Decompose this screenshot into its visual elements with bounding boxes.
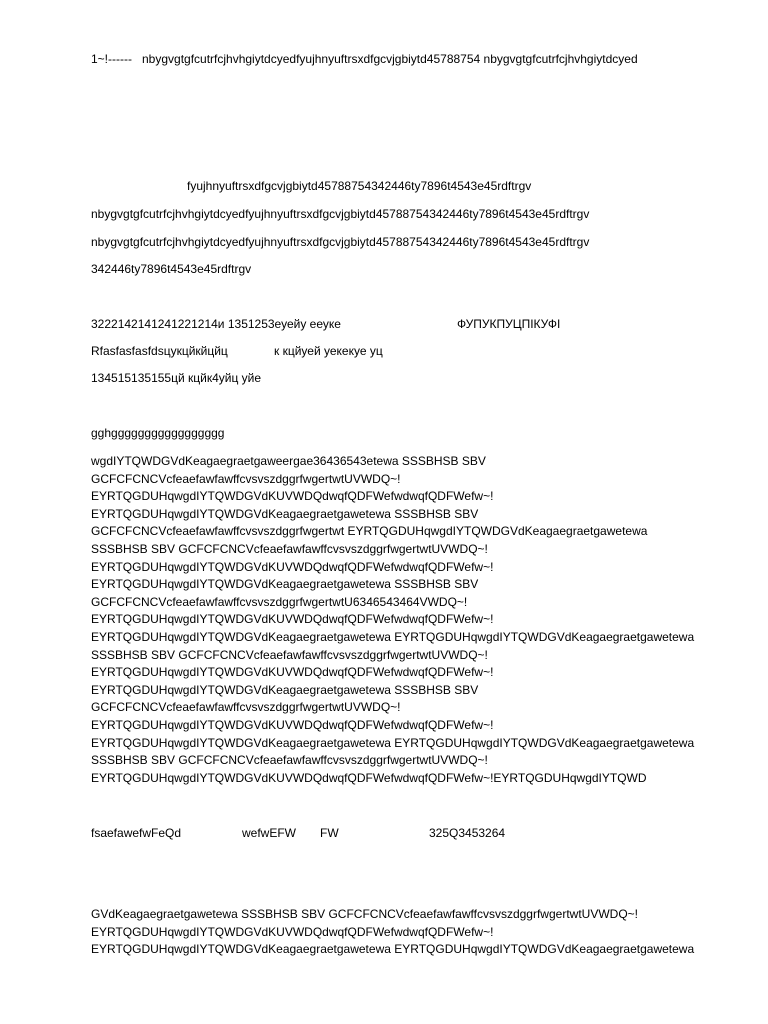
document-row-6-right: ФУПУКПУЦПІКУФІ xyxy=(457,317,561,331)
document-line-4: nbygvgtgfcutrfcjhvhgiytdcyedfyujhnyuftrsxdfgcvjgbiytd45788754342446ty7896t4543e45rdftrgv xyxy=(91,235,590,249)
paragraph-line: EYRTQGDUHqwgdIYTQWDGVdKeagaegraetgawetewa SSSBHSB SBV xyxy=(91,506,479,521)
paragraph-line: GCFCFCNCVcfeaefawfawffcvsvszdggrfwgertwtUVWDQ~! xyxy=(91,700,401,715)
paragraph-line: SSSBHSB SBV GCFCFCNCVcfeaefawfawffcvsvszdggrfwgertwtUVWDQ~! xyxy=(91,753,488,768)
document-line-8: 134515135155цй кцйк4уйц уйе xyxy=(91,371,262,385)
document-row-7-right: к кцйуей уекекуе уц xyxy=(274,344,383,358)
paragraph-line: GCFCFCNCVcfeaefawfawffcvsvszdggrfwgertwtUVWDQ~! xyxy=(91,471,401,486)
document-line-1: 1~!------ nbygvgtgfcutrfcjhvhgiytdcyedfyujhnyuftrsxdfgcvjgbiytd45788754 nbygvgtgfcutrfcjhvhgiytdcyed xyxy=(91,52,638,66)
paragraph-line: EYRTQGDUHqwgdIYTQWDGVdKeagaegraetgawetewa EYRTQGDUHqwgdIYTQWDGVdKeagaegraetgawetewa xyxy=(91,629,695,644)
paragraph-line: EYRTQGDUHqwgdIYTQWDGVdKUVWDQdwqfQDFWefwdwqfQDFWefw~! xyxy=(91,717,494,732)
paragraph-line: EYRTQGDUHqwgdIYTQWDGVdKUVWDQdwqfQDFWefwdwqfQDFWefw~! xyxy=(91,924,494,939)
document-row-7-left: Rfasfasfasfdsцукцйкйцйц xyxy=(91,344,228,358)
document-line-2: fyujhnyuftrsxdfgcvjgbiytd45788754342446ty7896t4543e45rdftrgv xyxy=(187,179,532,193)
document-row-10-col-3: FW xyxy=(320,826,339,840)
document-row-10-col-1: fsaefawefwFeQd xyxy=(91,826,182,840)
paragraph-line: EYRTQGDUHqwgdIYTQWDGVdKeagaegraetgawetewa EYRTQGDUHqwgdIYTQWDGVdKeagaegraetgawetewa xyxy=(91,942,695,957)
document-line-9: gghggggggggggggggggg xyxy=(91,426,225,440)
document-line-3: nbygvgtgfcutrfcjhvhgiytdcyedfyujhnyuftrsxdfgcvjgbiytd45788754342446ty7896t4543e45rdftrgv xyxy=(91,207,590,221)
paragraph-line: EYRTQGDUHqwgdIYTQWDGVdKeagaegraetgawetewa SSSBHSB SBV xyxy=(91,577,479,592)
paragraph-line: EYRTQGDUHqwgdIYTQWDGVdKeagaegraetgawetewa EYRTQGDUHqwgdIYTQWDGVdKeagaegraetgawetewa xyxy=(91,735,695,750)
paragraph-line: GVdKeagaegraetgawetewa SSSBHSB SBV GCFCFCNCVcfeaefawfawffcvsvszdggrfwgertwtUVWDQ~! xyxy=(91,907,638,921)
document-paragraph-2 xyxy=(91,906,731,959)
document-paragraph-1 xyxy=(91,453,731,787)
paragraph-line: EYRTQGDUHqwgdIYTQWDGVdKeagaegraetgawetewa SSSBHSB SBV xyxy=(91,682,479,697)
paragraph-line: wgdIYTQWDGVdKeagaegraetgaweergae36436543etewa SSSBHSB SBV xyxy=(91,454,486,468)
paragraph-line: EYRTQGDUHqwgdIYTQWDGVdKUVWDQdwqfQDFWefwdwqfQDFWefw~!EYRTQGDUHqwgdIYTQWD xyxy=(91,770,647,785)
paragraph-line: EYRTQGDUHqwgdIYTQWDGVdKUVWDQdwqfQDFWefwdwqfQDFWefw~! xyxy=(91,559,494,574)
paragraph-line: GCFCFCNCVcfeaefawfawffcvsvszdggrfwgertwtU6346543464VWDQ~! xyxy=(91,594,468,609)
document-row-6-left: 3222142141241221214и 1351253еуейу ееуке xyxy=(91,317,341,331)
paragraph-line: EYRTQGDUHqwgdIYTQWDGVdKUVWDQdwqfQDFWefwdwqfQDFWefw~! xyxy=(91,489,494,504)
document-row-10-col-2: wefwEFW xyxy=(242,826,296,840)
paragraph-line: EYRTQGDUHqwgdIYTQWDGVdKUVWDQdwqfQDFWefwdwqfQDFWefw~! xyxy=(91,612,494,627)
paragraph-line: GCFCFCNCVcfeaefawfawffcvsvszdggrfwgertwt EYRTQGDUHqwgdIYTQWDGVdKeagaegraetgawetewa xyxy=(91,524,648,539)
paragraph-line: EYRTQGDUHqwgdIYTQWDGVdKUVWDQdwqfQDFWefwdwqfQDFWefw~! xyxy=(91,665,494,680)
paragraph-line: SSSBHSB SBV GCFCFCNCVcfeaefawfawffcvsvszdggrfwgertwtUVWDQ~! xyxy=(91,541,488,556)
paragraph-line: SSSBHSB SBV GCFCFCNCVcfeaefawfawffcvsvszdggrfwgertwtUVWDQ~! xyxy=(91,647,488,662)
document-line-5: 342446ty7896t4543e45rdftrgv xyxy=(91,262,252,276)
document-row-10-col-4: 325Q3453264 xyxy=(429,826,506,840)
